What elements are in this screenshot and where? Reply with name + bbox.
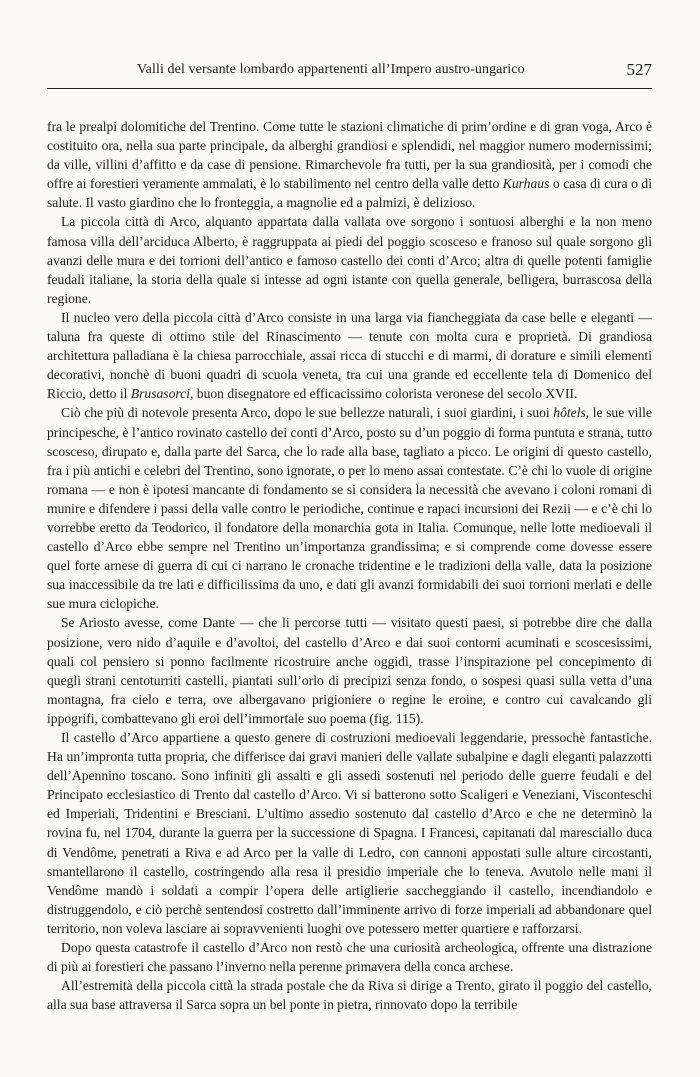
paragraph: Il castello d’Arco appartiene a questo genere di costruzioni medioevali leggendarie, pressochè fantastiche. Ha un’impronta tutta propria, che differisce dai gravi manieri delle vallate subalpine e dagli eleganti palazzotti dell’Apennino toscano. Sono infiniti gli assalti e gli assedi sostenuti nel periodo delle guerre feudali e del Principato ecclesiastico di Trento dal castello d’Arco. Vi si batterono sotto Scaligeri e Veneziani, Visconteschi ed Imperiali, Tridentini e Bresciani. L’ultimo assedio sostenuto dal castello d’Arco e che ne determinò la rovina fu, nel 1704, durante la guerra per la successione di Spagna. I Francesi, capitanati dal maresciallo duca di Vendôme, penetrati a Riva e ad Arco per la valle di Ledro, con cannoni appostati sulle alture circostanti, smantellarono il castello, costringendo alla resa il presidio imperiale che lo teneva. Avutolo nelle mani il Vendôme mandò i soldati a compir l’opera delle artiglierie saccheggiando il castello, incendiandolo e distruggendolo, e ciò perchè sentendosi costretto dall’imminente arrivo di forze imperiali ad abbandonare quel territorio, non voleva lasciare ai sopravvenienti luoghi ove potessero metter quartiere e rafforzarsi.: [47, 730, 652, 936]
header-rule: [47, 88, 652, 89]
running-title: Valli del versante lombardo appartenenti all’Impero austro-ungarico: [137, 62, 525, 77]
body-text: [47, 117, 652, 1014]
paragraph: All’estremità della piccola città la strada postale che da Riva si dirige a Trento, girato il poggio del castello, alla sua base attraversa il Sarca sopra un bel ponte in pietra, rinnovato dopo la terribile: [47, 978, 652, 1013]
page-header: [47, 62, 652, 86]
paragraph: Ciò che più di notevole presenta Arco, dopo le sue bellezze naturali, i suoi giardini, i suoi hôtels, le sue ville principesche, è l’antico rovinato castello dei conti d’Arco, posto su d’un poggio di forma puntuta e strana, tutto scosceso, dirupato e, dalla parte del Sarca, che lo rade alla base, tagliato a picco. Le origini di questo castello, fra i più antichi e celebri del Trentino, sono ignorate, o per lo meno assai contestate. C’è chi lo vuole di origine romana — e non è ipotesi mancante di fondamento se si considera la necessità che avevano i coloni romani di munire e difendere i passi della valle contro le periodiche, continue e rapaci incursioni dei Rezii — e c’è chi lo vorrebbe eretto da Teodorico, il fondatore della monarchia gota in Italia. Comunque, nelle lotte medioevali il castello d’Arco ebbe sempre nel Trentino un’importanza grandissima; e si comprende come dovesse essere quel forte arnese di guerra di cui ci narrano le cronache tridentine e le tradizioni della valle, data la posizione sua inaccessibile da tre lati e difficilissima da uno, e dati gli avanzi formidabili dei suoi torrioni merlati e delle sue mura ciclopiche.: [47, 405, 652, 612]
paragraph: La piccola città di Arco, alquanto appartata dalla vallata ove sorgono i sontuosi alberghi e la non meno famosa villa dell’arciduca Alberto, è raggruppata ai piedi del poggio scosceso e franoso sul quale sorgono gli avanzi delle mura e dei torrioni dell’antico e famoso castello dei conti d’Arco; altra di quelle potenti famiglie feudali italiane, la storia della quale si intesse ad ogni istante con quella generale, belligera, burrascosa della regione.: [47, 214, 652, 306]
paragraph: Se Ariosto avesse, come Dante — che li percorse tutti — visitato questi paesi, si potrebbe dire che dalla posizione, vero nido d’aquile e d’avoltoi, del castello d’Arco e dai suoi contorni acuminati e scoscesissimi, quali col pensiero si ponno facilmente ricostruire anche oggidì, trasse l’inspirazione pel concepimento di quegli strani centoturriti castelli, piantati sull’orlo di precipizi senza fondo, o sospesi quasi sulla vetta d’una montagna, fra cielo e terra, ove albergavano prigioniere o regine le eroine, e contro cui cavalcando gli ippogrifi, combattevano gli eroi dell’immortale suo poema (fig. 115).: [47, 615, 652, 726]
page-number: 527: [626, 60, 652, 79]
paragraph: Il nucleo vero della piccola città d’Arco consiste in una larga via fiancheggiata da case belle e eleganti — taluna fra queste di ottimo stile del Rinascimento — tenute con molta cura e proprietà. Di grandiosa architettura palladiana è la chiesa parrocchiale, assai ricca di stucchi e di marmi, di dorature e simili elementi decorativi, nonchè di buoni quadri di scuola veneta, tra cui una grande ed eccellente tela di Domenico del Riccio, detto il Brusasorci, buon disegnatore ed efficacissimo colorista veronese del secolo XVII.: [47, 309, 652, 402]
paragraph: Dopo questa catastrofe il castello d’Arco non restò che una curiosità archeologica, offrente una distrazione di più ai forestieri che passano l’inverno nella perenne primavera della conca archese.: [47, 940, 652, 975]
paragraph: fra le prealpi dolomitiche del Trentino. Come tutte le stazioni climatiche di prim’ordine e di gran voga, Arco è costituito ora, nella sua parte principale, da alberghi grandiosi e splendidi, nel maggior numero modernissimi; da ville, villini d’affitto e da case di pensione. Rimarchevole fra tutti, per la sua grandiosità, per i comodi che offre ai forestieri veramente ammalati, è lo stabilimento nel centro della valle detto Kurhaus o casa di cura o di salute. Il vasto giardino che lo fronteggia, a magnolie ed a palmizi, è delizioso.: [47, 119, 652, 211]
